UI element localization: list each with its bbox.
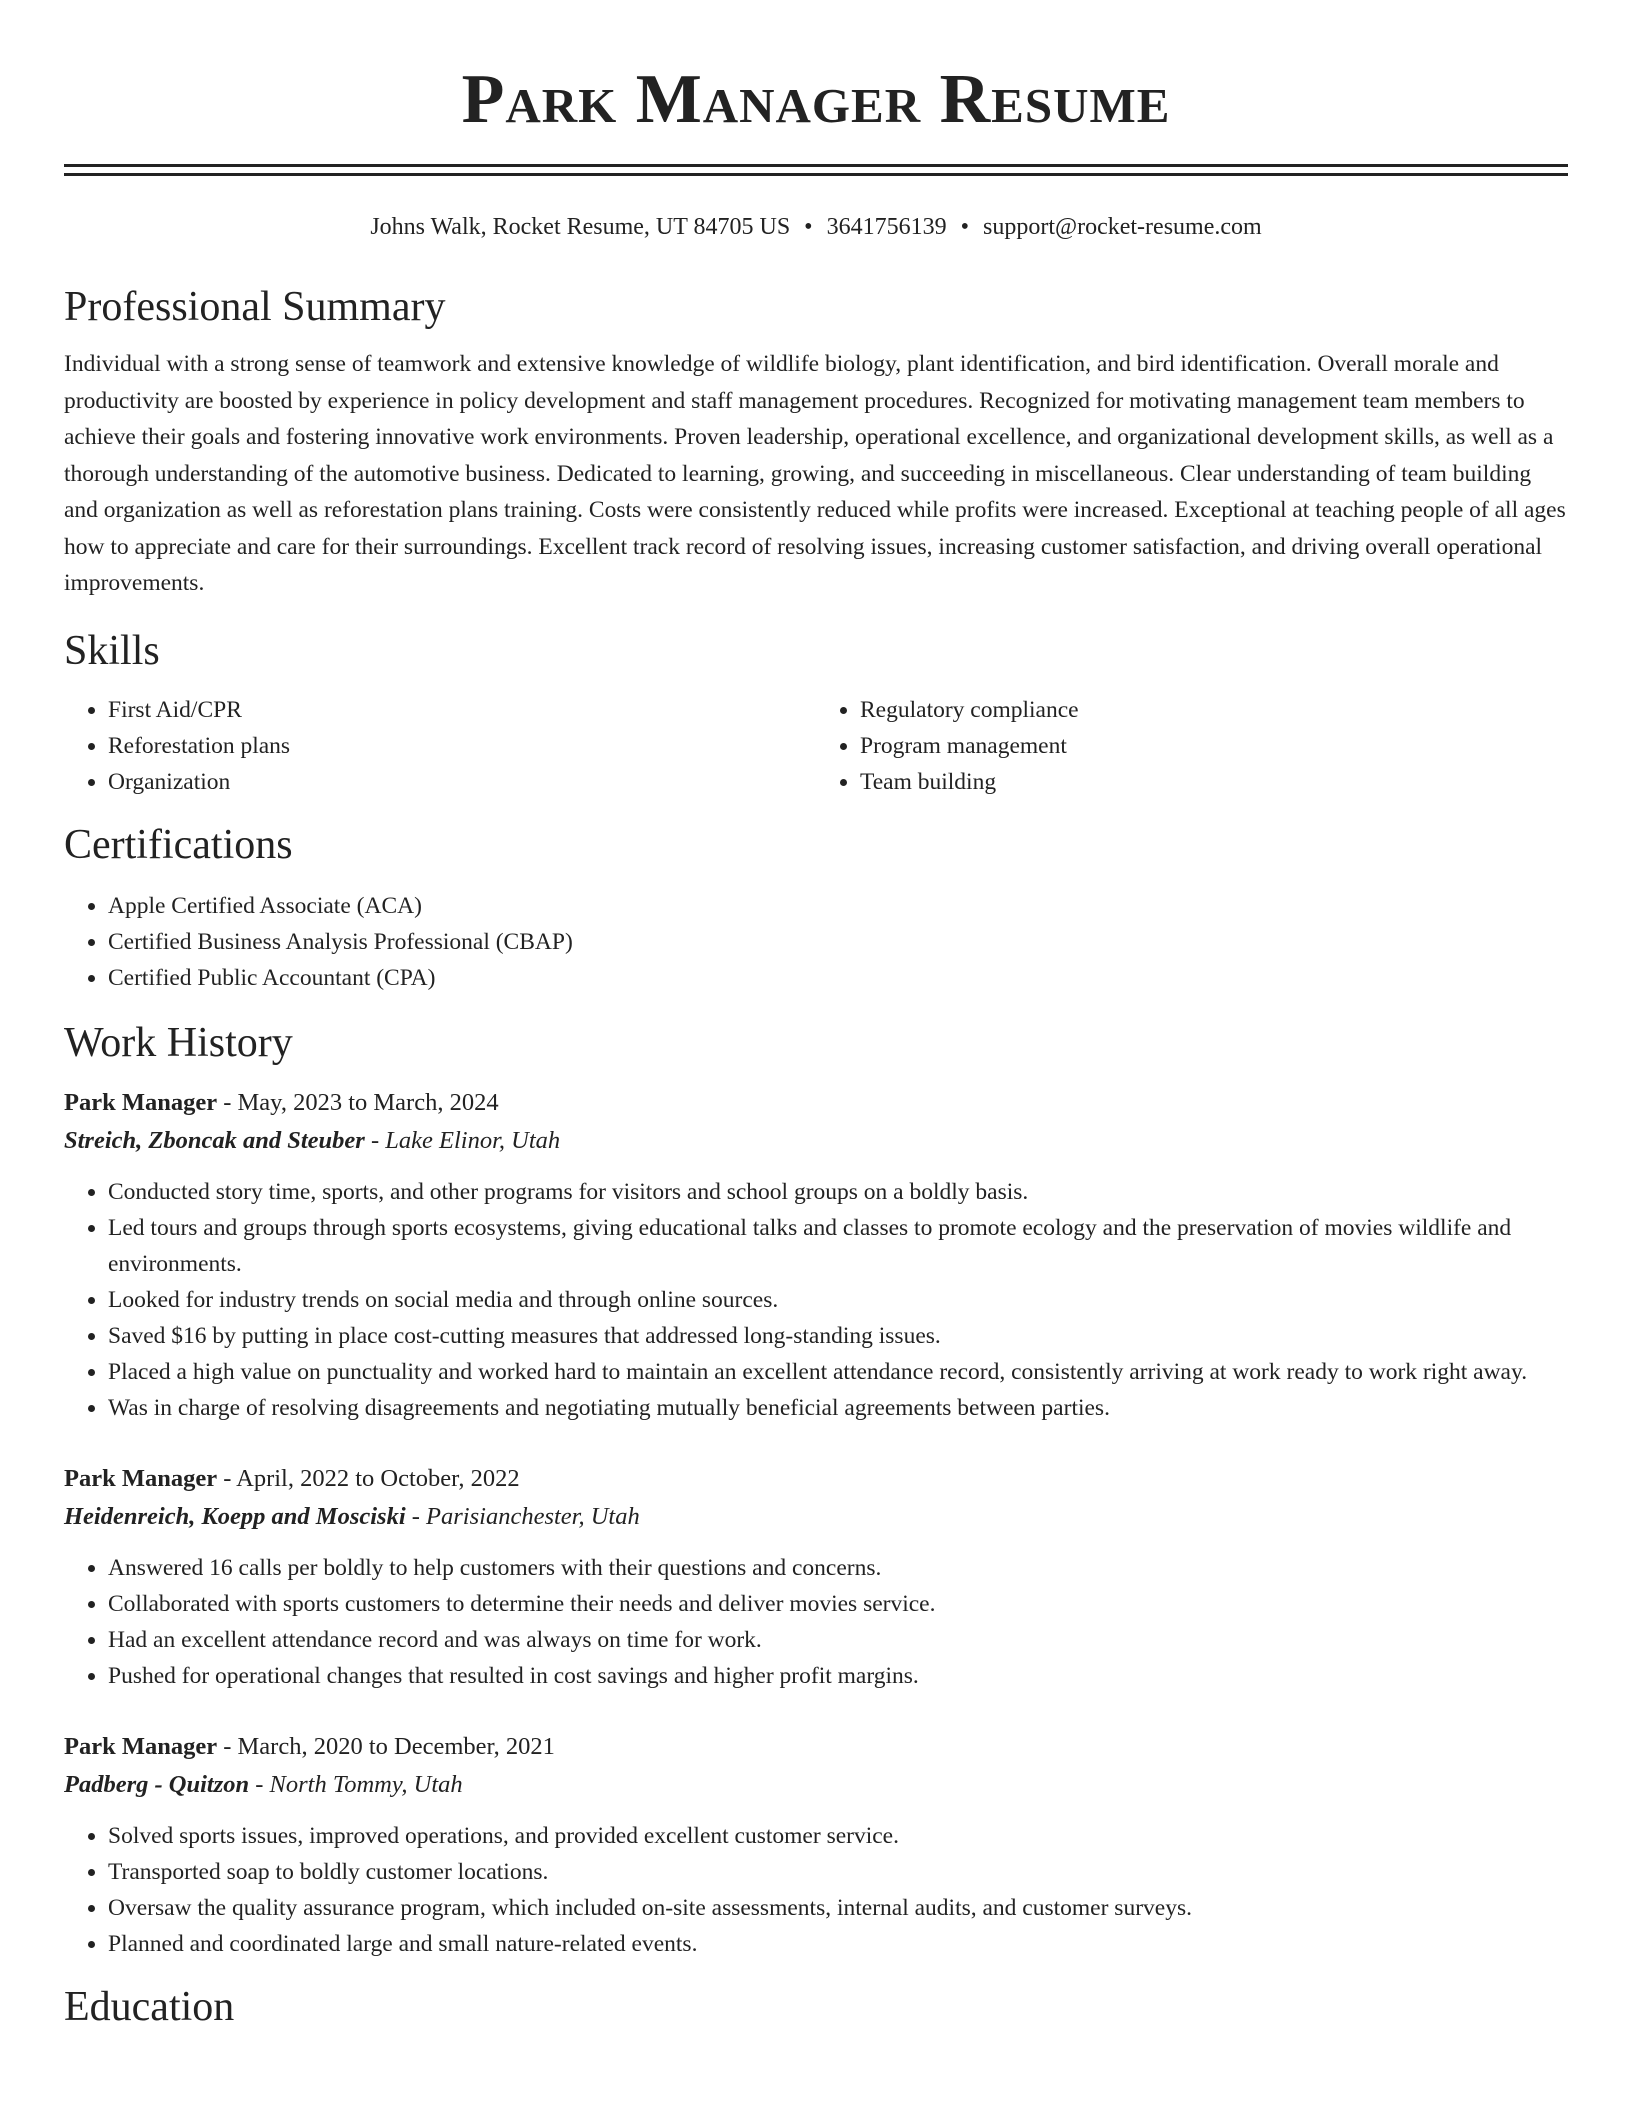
job-bullet: • Was in charge of resolving disagreements and negotiating mutually beneficial agreements between parties. [108, 1390, 1568, 1426]
resume-page [64, 0, 1568, 2032]
job-location: - Parisianchester, Utah [405, 1502, 640, 1530]
job-bullet: • Had an excellent attendance record and was always on time for work. [108, 1622, 1568, 1658]
job-company: Heidenreich, Koepp and Mosciski [64, 1502, 406, 1530]
skills-column-left [64, 692, 816, 800]
job-title: Park Manager [64, 1464, 218, 1492]
education-heading: Education [64, 1983, 235, 2030]
job-company: Streich, Zboncak and Steuber [64, 1126, 365, 1154]
job-bullets [64, 1818, 1568, 1962]
skill-item: • Program management [860, 728, 1568, 764]
job-title-line [64, 1460, 1568, 1498]
job-title: Park Manager [64, 1088, 218, 1116]
contact-phone: 3641756139 [826, 214, 947, 240]
contact-separator: • [804, 214, 813, 240]
job-dates: - April, 2022 to October, 2022 [217, 1464, 520, 1492]
skills-column-right [816, 692, 1568, 800]
skills-heading: Skills [64, 627, 160, 674]
summary-heading: Professional Summary [64, 284, 446, 330]
job-dates: - March, 2020 to December, 2021 [217, 1732, 555, 1760]
job-title-line [64, 1728, 1568, 1766]
job-bullet: • Pushed for operational changes that resulted in cost savings and higher profit margins. [108, 1658, 1568, 1694]
job-bullet: • Solved sports issues, improved operations, and provided excellent customer service. [108, 1818, 1568, 1854]
contact-address: Johns Walk, Rocket Resume, UT 84705 US [370, 214, 791, 240]
work-history-heading: Work History [64, 1019, 293, 1066]
job-company-line [64, 1766, 1568, 1804]
job-company-line [64, 1122, 1568, 1160]
job-entry [64, 1460, 1568, 1694]
job-location: - Lake Elinor, Utah [364, 1126, 561, 1154]
contact-line [64, 212, 1568, 242]
job-company: Padberg - Quitzon [64, 1770, 250, 1798]
certification-item: • Certified Public Accountant (CPA) [108, 960, 1568, 996]
job-bullet: • Oversaw the quality assurance program, which included on-site assessments, internal audits, and customer surveys. [108, 1890, 1568, 1926]
job-location: - North Tommy, Utah [249, 1770, 463, 1798]
job-company-line [64, 1498, 1568, 1536]
skill-item: • Organization [108, 764, 816, 800]
certifications-list [64, 888, 1568, 996]
job-title-line [64, 1084, 1568, 1122]
job-title: Park Manager [64, 1732, 218, 1760]
job-bullet: • Collaborated with sports customers to determine their needs and deliver movies service. [108, 1586, 1568, 1622]
certification-item: • Certified Business Analysis Professional (CBAP) [108, 924, 1568, 960]
skill-item: • Regulatory compliance [860, 692, 1568, 728]
title-divider-top [64, 164, 1568, 167]
job-bullet: • Transported soap to boldly customer locations. [108, 1854, 1568, 1890]
summary-text: Individual with a strong sense of teamwork and extensive knowledge of wildlife biology, plant identification, and bird identification. Overall morale and productivity are boosted by experience in policy development and staff management procedures. Recognized for motivating management team members to achieve their goals and fostering innovative work environments. Proven leadership, operational excellence, and organizational development skills, as well as a thorough understanding of the automotive business. Dedicated to learning, growing, and succeeding in miscellaneous. Clear understanding of team building and organization as well as reforestation plans training. Costs were consistently reduced while profits were increased. Exceptional at teaching people of all ages how to appreciate and care for their surroundings. Excellent track record of resolving issues, increasing customer satisfaction, and driving overall operational improvements. [64, 351, 1566, 596]
job-dates: - May, 2023 to March, 2024 [217, 1088, 499, 1116]
job-bullet: • Answered 16 calls per boldly to help customers with their questions and concerns. [108, 1550, 1568, 1586]
job-entry [64, 1084, 1568, 1426]
job-bullet: • Conducted story time, sports, and other programs for visitors and school groups on a boldly basis. [108, 1174, 1568, 1210]
skill-item: • Reforestation plans [108, 728, 816, 764]
certifications-heading: Certifications [64, 821, 293, 868]
job-bullet: • Looked for industry trends on social media and through online sources. [108, 1282, 1568, 1318]
job-bullet: • Led tours and groups through sports ecosystems, giving educational talks and classes to promote ecology and the preservation of movies wildlife and environments. [108, 1210, 1568, 1282]
skill-item: • Team building [860, 764, 1568, 800]
certification-item: • Apple Certified Associate (ACA) [108, 888, 1568, 924]
job-bullets [64, 1550, 1568, 1694]
job-bullet: • Placed a high value on punctuality and worked hard to maintain an excellent attendance record, consistently arriving at work ready to work right away. [108, 1354, 1568, 1390]
page-title: Park Manager Resume [461, 61, 1171, 138]
job-bullet: • Saved $16 by putting in place cost-cutting measures that addressed long-standing issues. [108, 1318, 1568, 1354]
job-entry [64, 1728, 1568, 1962]
skill-item: • First Aid/CPR [108, 692, 816, 728]
skills-list [64, 692, 1568, 800]
job-bullets [64, 1174, 1568, 1426]
contact-separator: • [960, 214, 969, 240]
contact-email: support@rocket-resume.com [982, 214, 1262, 240]
job-bullet: • Planned and coordinated large and small nature-related events. [108, 1926, 1568, 1962]
title-divider-bottom [64, 173, 1568, 176]
